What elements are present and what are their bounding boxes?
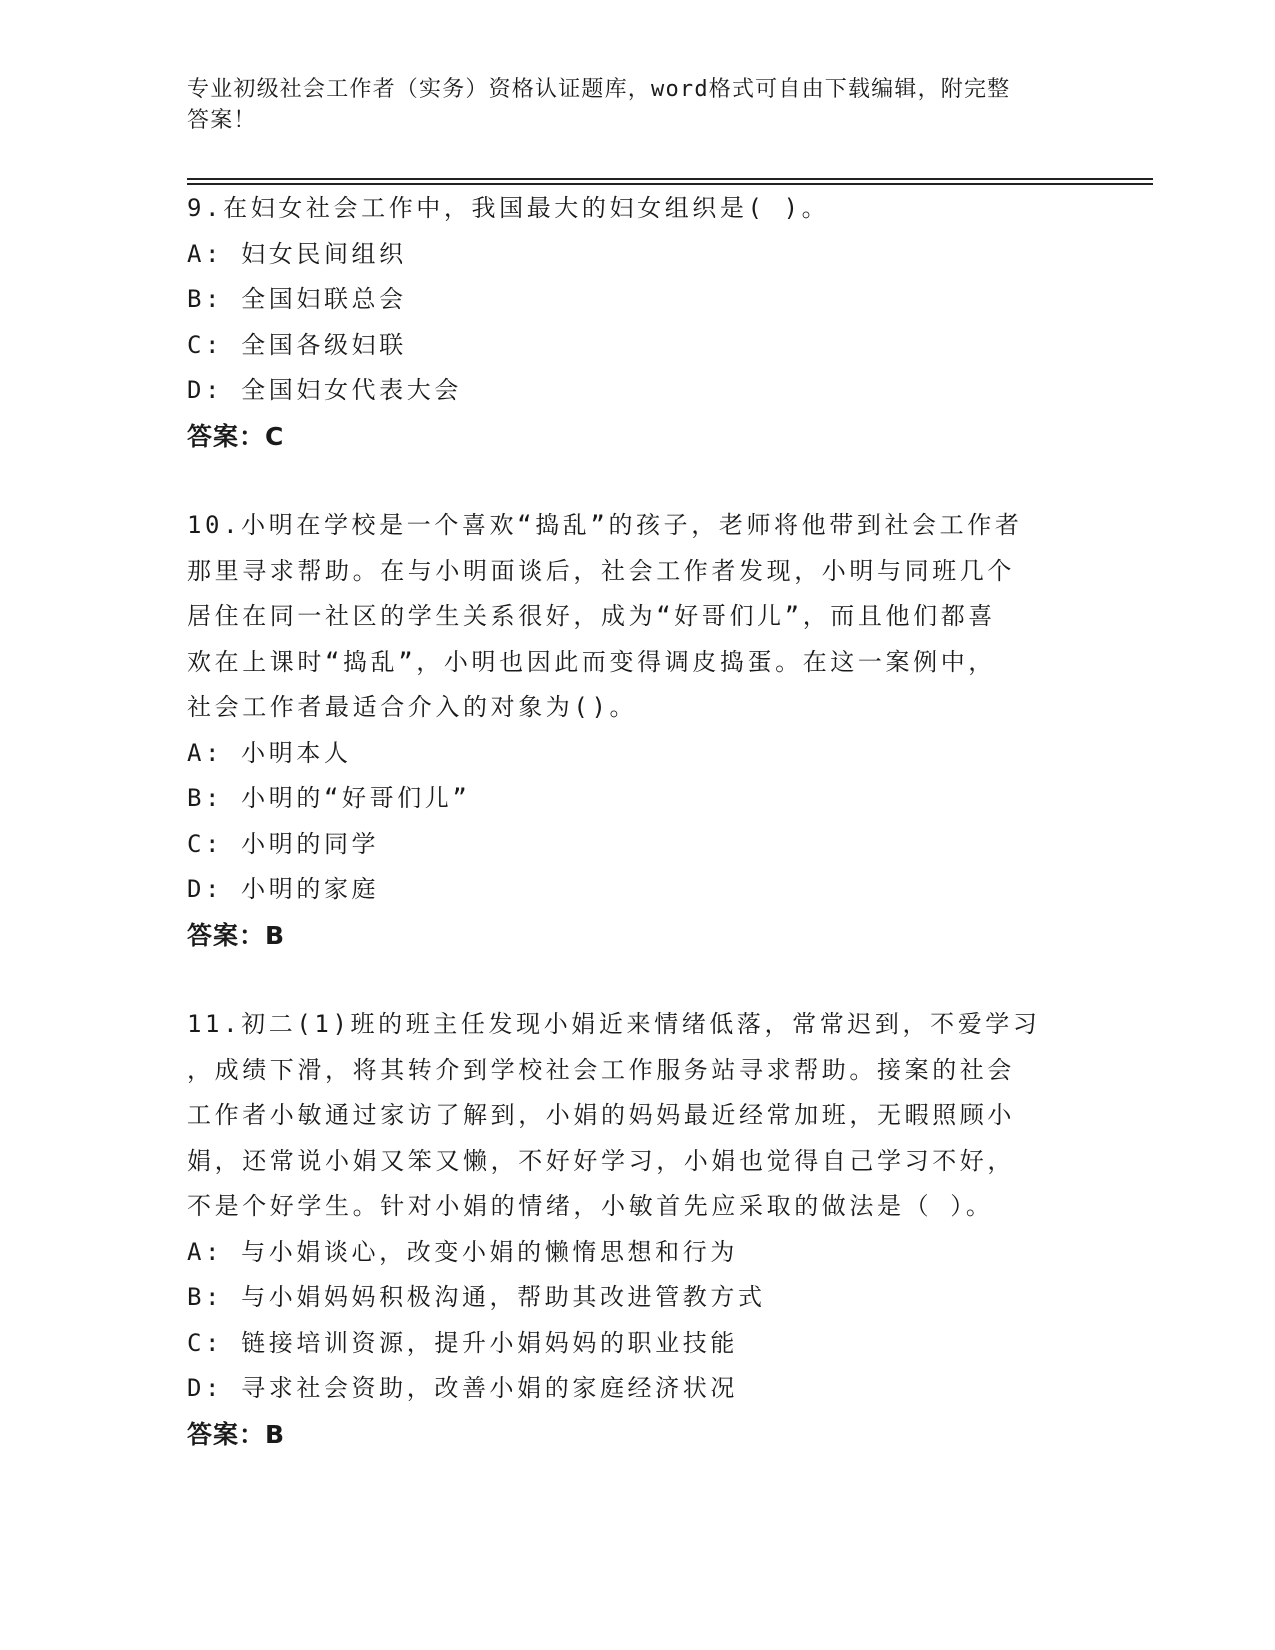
option-b: B: 小明的“好哥们儿” bbox=[187, 784, 471, 812]
question-stem-line: 欢在上课时“捣乱”，小明也因此而变得调皮捣蛋。在这一案例中， bbox=[187, 647, 996, 676]
question-stem-line: 10.小明在学校是一个喜欢“捣乱”的孩子，老师将他带到社会工作者 bbox=[187, 511, 1023, 539]
header-line-2: 答案！ bbox=[187, 108, 257, 133]
answer-label: 答案：B bbox=[187, 920, 286, 950]
question-stem-line: 娟，还常说小娟又笨又懒，不好好学习，小娟也觉得自己学习不好， bbox=[187, 1146, 1015, 1175]
option-c: C: 全国各级妇联 bbox=[187, 330, 407, 359]
option-b: B: 与小娟妈妈积极沟通，帮助其改进管教方式 bbox=[187, 1283, 766, 1311]
question-stem-line: 居住在同一社区的学生关系很好，成为“好哥们儿”，而且他们都喜 bbox=[187, 602, 996, 630]
answer-label: 答案：B bbox=[187, 1419, 286, 1449]
header-divider-top bbox=[187, 178, 1153, 180]
question-list bbox=[187, 186, 1087, 1501]
answer-label: 答案：C bbox=[187, 421, 285, 451]
option-d: D: 寻求社会资助，改善小娟的家庭经济状况 bbox=[187, 1374, 738, 1402]
question-stem-line: 11.初二(1)班的班主任发现小娟近来情绪低落，常常迟到，不爱学习 bbox=[187, 1010, 1041, 1038]
option-b: B: 全国妇联总会 bbox=[187, 285, 407, 313]
option-d: D: 全国妇女代表大会 bbox=[187, 376, 462, 404]
option-d: D: 小明的家庭 bbox=[187, 875, 380, 903]
document-header bbox=[187, 74, 1077, 136]
question-stem-line: 工作者小敏通过家访了解到，小娟的妈妈最近经常加班，无暇照顾小 bbox=[187, 1101, 1015, 1129]
header-line-1: 专业初级社会工作者（实务）资格认证题库，word格式可自由下载编辑，附完整 bbox=[187, 77, 1011, 102]
question-stem-line: 不是个好学生。针对小娟的情绪，小敏首先应采取的做法是（ ）。 bbox=[187, 1192, 994, 1220]
question-stem-line: 那里寻求帮助。在与小明面谈后，社会工作者发现，小明与同班几个 bbox=[187, 556, 1015, 585]
option-c: C: 链接培训资源，提升小娟妈妈的职业技能 bbox=[187, 1328, 738, 1357]
question-stem-line: ，成绩下滑，将其转介到学校社会工作服务站寻求帮助。接案的社会 bbox=[187, 1055, 1015, 1084]
question-stem-line: 社会工作者最适合介入的对象为()。 bbox=[187, 693, 638, 721]
option-c: C: 小明的同学 bbox=[187, 829, 380, 858]
header-divider-bottom bbox=[187, 183, 1153, 185]
question-stem-line: 9.在妇女社会工作中，我国最大的妇女组织是( )。 bbox=[187, 194, 830, 222]
option-a: A: 与小娟谈心，改变小娟的懒惰思想和行为 bbox=[187, 1237, 738, 1266]
question-11 bbox=[187, 1002, 1087, 1457]
question-10 bbox=[187, 503, 1087, 958]
option-a: A: 小明本人 bbox=[187, 738, 352, 767]
option-a: A: 妇女民间组织 bbox=[187, 239, 407, 268]
question-9 bbox=[187, 186, 1087, 459]
